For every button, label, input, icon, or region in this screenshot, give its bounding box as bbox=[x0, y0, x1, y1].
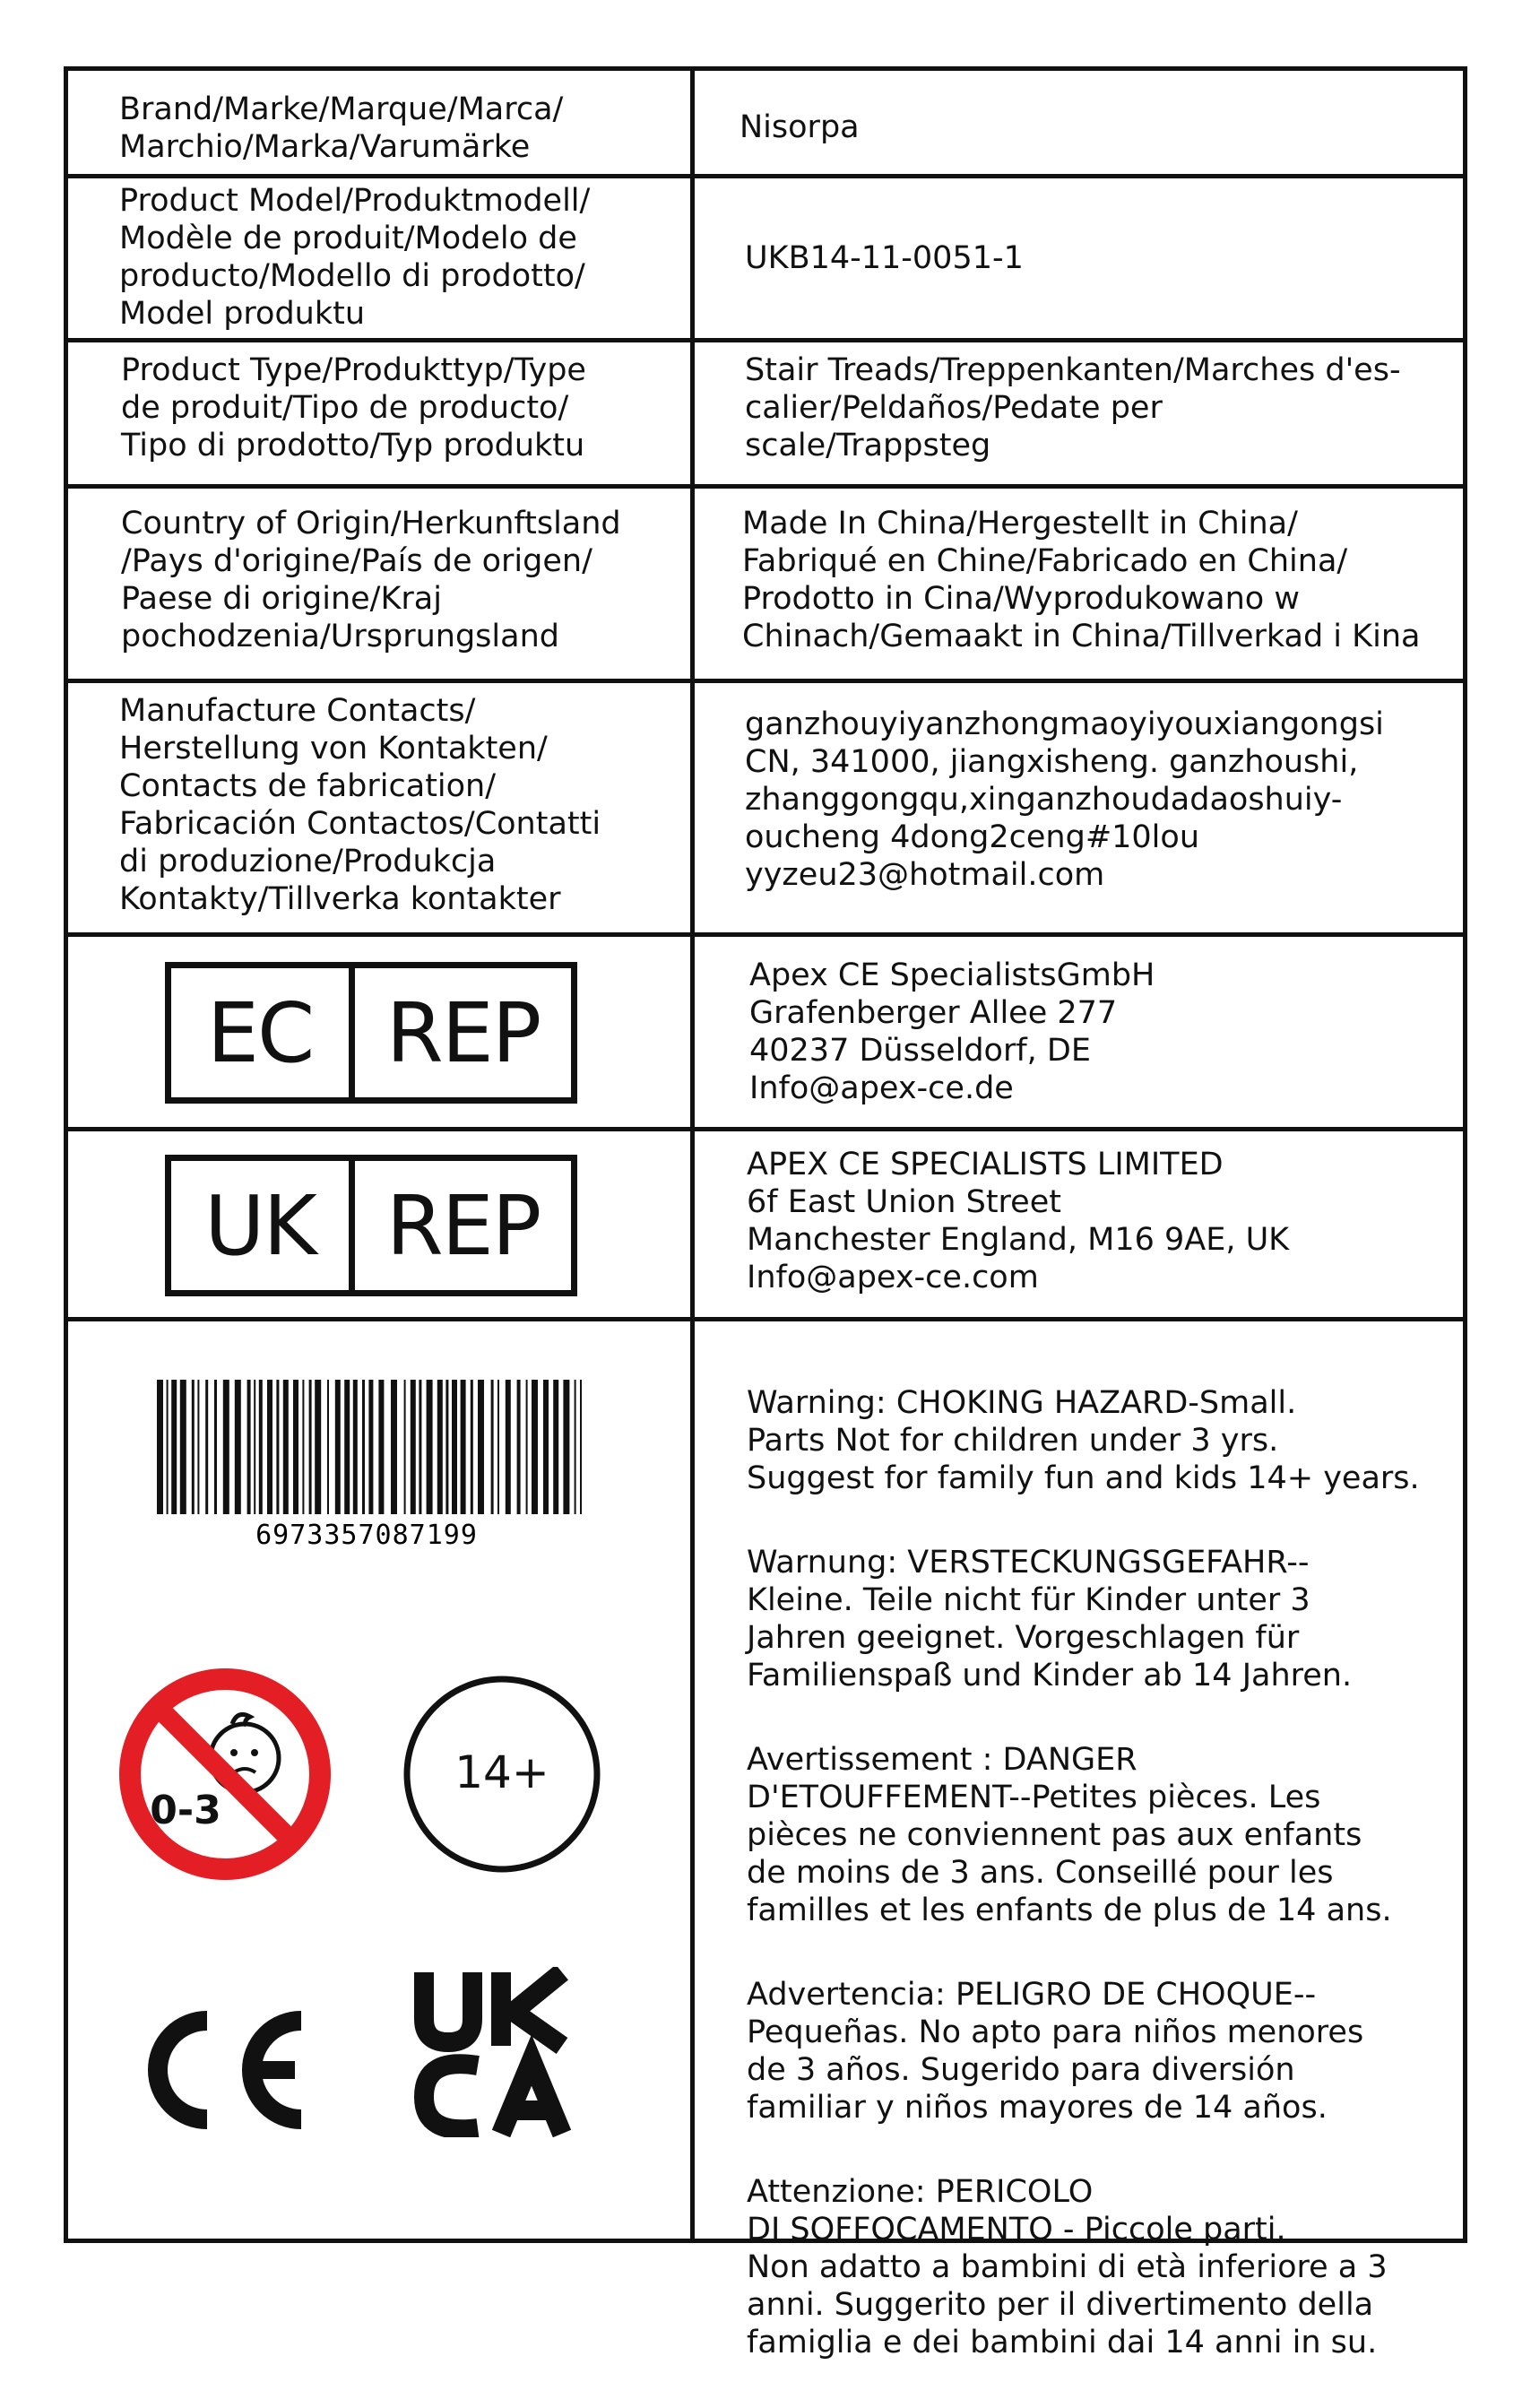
barcode-number: 6973357087199 bbox=[255, 1520, 478, 1550]
barcode-bar bbox=[267, 1380, 272, 1514]
uk-rep-address: APEX CE SPECIALISTS LIMITED 6f East Union Street Manchester England, M16 9AE, UK Info@apex-ce.com bbox=[747, 1147, 1290, 1295]
brand-value-cell bbox=[695, 71, 1463, 174]
warning-text-block bbox=[747, 1347, 1420, 2408]
brand-label: Brand/Marke/Marque/Marca/ Marchio/Marka/Varumärke bbox=[119, 91, 564, 165]
warning-de: Warnung: VERSTECKUNGSGEFAHR-- Kleine. Teile nicht für Kinder unter 3 Jahren geeignet. Vorgeschlagen für Familienspaß und Kinder ab 14 Jahren. bbox=[747, 1545, 1353, 1693]
ec-rep-mark-right: REP bbox=[385, 984, 541, 1081]
warning-it: Attenzione: PERICOLO DI SOFFOCAMENTO - Piccole parti. Non adatto a bambini di età inferiore a 3 anni. Suggerito per il divertimento della famiglia e dei bambini dai 14 anni in su. bbox=[747, 2174, 1388, 2360]
ec-rep-mark-cell bbox=[68, 937, 690, 1127]
barcode-bar bbox=[205, 1380, 208, 1514]
barcode-bar bbox=[526, 1380, 528, 1514]
type-label: Product Type/Produkttyp/Type de produit/Tipo de producto/ Tipo di prodotto/Typ produktu bbox=[121, 352, 586, 463]
no-under-3-icon bbox=[117, 1667, 333, 1882]
barcode-bar bbox=[368, 1380, 373, 1514]
row-uk-rep bbox=[68, 1131, 1463, 1321]
row-product-type bbox=[68, 342, 1463, 489]
row-warnings bbox=[68, 1321, 1463, 2360]
barcode-bar bbox=[283, 1380, 289, 1514]
model-value-cell bbox=[695, 178, 1463, 338]
barcode-bar bbox=[197, 1380, 199, 1514]
row-manufacture-contacts bbox=[68, 683, 1463, 937]
barcode-bar bbox=[575, 1380, 576, 1514]
type-value: Stair Treads/Treppenkanten/Marches d'es- calier/Peldaños/Pedate per scale/Trappsteg bbox=[745, 352, 1401, 463]
barcode-bar bbox=[378, 1380, 384, 1514]
row-brand bbox=[68, 71, 1463, 178]
uk-rep-mark-right: REP bbox=[385, 1177, 541, 1274]
contacts-value-cell bbox=[695, 683, 1463, 932]
barcode-bar bbox=[580, 1380, 582, 1514]
ec-rep-value-cell bbox=[695, 937, 1463, 1127]
uk-rep-mark-left: UK bbox=[171, 1161, 355, 1290]
model-label-cell bbox=[68, 178, 690, 338]
type-value-cell bbox=[695, 342, 1463, 484]
product-label-table bbox=[64, 66, 1467, 2360]
barcode-bar bbox=[404, 1380, 406, 1514]
brand-value: Nisorpa bbox=[740, 109, 860, 145]
barcode-bar bbox=[276, 1380, 279, 1514]
barcode-bar bbox=[235, 1380, 241, 1514]
barcode-bar bbox=[192, 1380, 195, 1514]
barcode-bar bbox=[335, 1380, 341, 1514]
ce-mark-icon bbox=[135, 2003, 315, 2137]
row-ec-rep bbox=[68, 937, 1463, 1131]
barcode-bar bbox=[309, 1380, 312, 1514]
barcode-bar bbox=[171, 1380, 177, 1514]
contacts-label: Manufacture Contacts/ Herstellung von Kontakten/ Contacts de fabrication/ Fabricación Contactos/Contatti di produzione/Produkcja Kontakty/Tillverka kontakter bbox=[119, 693, 601, 917]
uk-rep-value-cell bbox=[695, 1131, 1463, 1317]
warnings-cell bbox=[695, 1321, 1463, 2360]
uk-rep-mark bbox=[165, 1155, 577, 1296]
model-value: UKB14-11-0051-1 bbox=[745, 240, 1024, 276]
barcode-bar bbox=[254, 1380, 255, 1514]
barcode-bar bbox=[445, 1380, 448, 1514]
barcode-bar bbox=[214, 1380, 217, 1514]
contacts-value: ganzhouyiyanzhongmaoyiyouxiangongsi CN, 341000, jiangxisheng. ganzhoushi, zhanggongqu,xinganzhoudadaoshuiy- oucheng 4dong2ceng#10lou yyzeu23@hotmail.com bbox=[745, 706, 1384, 893]
age-badge-label: 14+ bbox=[454, 1746, 549, 1798]
barcode-bar bbox=[344, 1380, 350, 1514]
origin-label: Country of Origin/Herkunftsland /Pays d'origine/País de origen/ Paese di origine/Kraj pochodzenia/Ursprungsland bbox=[121, 506, 621, 654]
uk-rep-mark-cell bbox=[68, 1131, 690, 1317]
barcode-bar bbox=[411, 1380, 416, 1514]
barcode-bar bbox=[563, 1380, 569, 1514]
ec-rep-mark-left: EC bbox=[171, 968, 355, 1097]
barcode-bar bbox=[362, 1380, 365, 1514]
barcode-bar bbox=[437, 1380, 443, 1514]
warning-es: Advertencia: PELIGRO DE CHOQUE-- Pequeñas. No apto para niños menores de 3 años. Sugerido para diversión familiar y niños mayores de 14 años. bbox=[747, 1977, 1364, 2126]
row-origin bbox=[68, 489, 1463, 683]
origin-value-cell bbox=[695, 489, 1463, 679]
barcode-bar bbox=[506, 1380, 511, 1514]
barcode-bar bbox=[302, 1380, 304, 1514]
barcode-bar bbox=[180, 1380, 186, 1514]
type-label-cell bbox=[68, 342, 690, 484]
barcode-bar bbox=[157, 1380, 163, 1514]
contacts-label-cell bbox=[68, 683, 690, 932]
age-restriction-label: 0-3 bbox=[150, 1788, 221, 1833]
ec-rep-address: Apex CE SpecialistsGmbH Grafenberger Allee 277 40237 Düsseldorf, DE Info@apex-ce.de bbox=[749, 957, 1155, 1106]
barcode-bar bbox=[553, 1380, 558, 1514]
barcode-bar bbox=[391, 1380, 397, 1514]
barcode-bar bbox=[247, 1380, 251, 1514]
barcode-bar bbox=[497, 1380, 499, 1514]
origin-label-cell bbox=[68, 489, 690, 679]
barcode-bar bbox=[419, 1380, 421, 1514]
barcode-bar bbox=[353, 1380, 358, 1514]
barcode-bar bbox=[517, 1380, 521, 1514]
barcode-bar bbox=[167, 1380, 169, 1514]
barcode-bar bbox=[315, 1380, 321, 1514]
barcode-bar bbox=[223, 1380, 229, 1514]
age-14-plus-icon bbox=[399, 1671, 605, 1877]
barcode-bar bbox=[478, 1380, 484, 1514]
model-label: Product Model/Produktmodell/ Modèle de produit/Modelo de producto/Modello di prodotto/ Model produktu bbox=[119, 183, 591, 332]
ukca-mark-icon bbox=[408, 1967, 578, 2137]
barcode-bar bbox=[491, 1380, 494, 1514]
brand-label-cell bbox=[68, 71, 690, 174]
barcode-bar bbox=[293, 1380, 298, 1514]
barcode-bar bbox=[259, 1380, 263, 1514]
barcode-bar bbox=[327, 1380, 329, 1514]
origin-value: Made In China/Hergestellt in China/ Fabriqué en Chine/Fabricado en China/ Prodotto in Cina/Wyprodukowano w Chinach/Gemaakt in China/Tillverkad i Kina bbox=[742, 506, 1421, 654]
barcode-bar bbox=[427, 1380, 433, 1514]
barcode-bar bbox=[452, 1380, 457, 1514]
ec-rep-mark bbox=[165, 962, 577, 1104]
row-model bbox=[68, 178, 1463, 342]
symbols-cell bbox=[68, 1321, 690, 2239]
warning-en: Warning: CHOKING HAZARD-Small. Parts Not for children under 3 yrs. Suggest for family fun and kids 14+ years. bbox=[747, 1385, 1420, 1496]
barcode-bar bbox=[543, 1380, 549, 1514]
barcode-bar bbox=[471, 1380, 473, 1514]
warning-fr: Avertissement : DANGER D'ETOUFFEMENT--Petites pièces. Les pièces ne conviennent pas aux enfants de moins de 3 ans. Conseillé pour les familles et les enfants de plus de 14 ans. bbox=[747, 1742, 1392, 1928]
barcode-icon bbox=[150, 1380, 598, 1550]
barcode-bar bbox=[532, 1380, 538, 1514]
barcode-bar bbox=[461, 1380, 466, 1514]
